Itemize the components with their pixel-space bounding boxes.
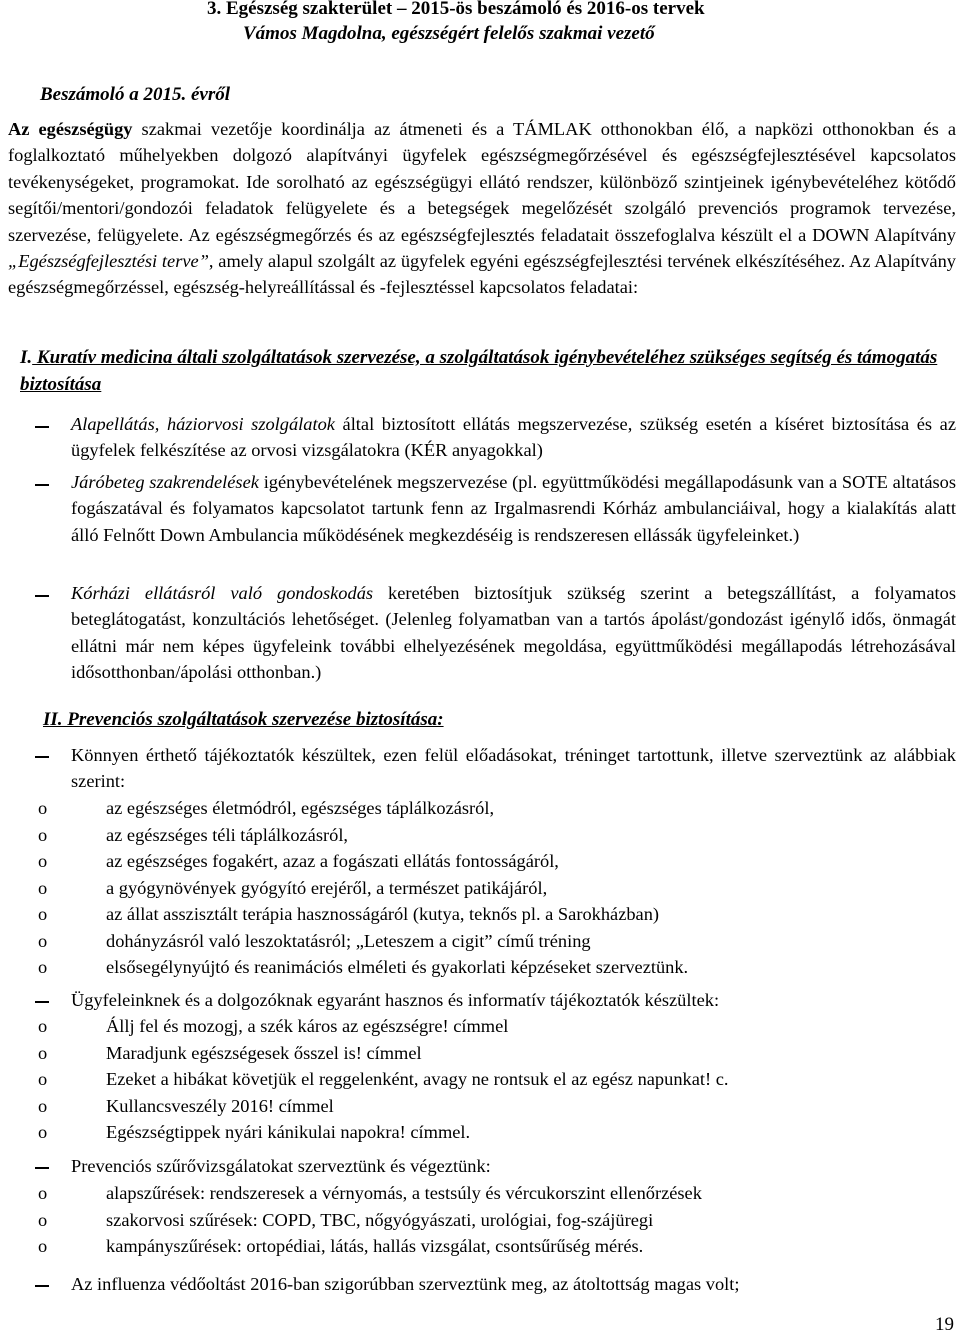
dash-bullet <box>35 484 49 486</box>
sub-item-text: alapszűrések: rendszeresek a vérnyomás, a testsúly és vércukorszint ellenőrzések <box>106 1183 702 1203</box>
dash-bullet <box>35 595 49 597</box>
circle-bullet-icon: o <box>38 851 48 871</box>
section-2-item <box>71 1153 956 1179</box>
item-italic: Alapellátás, háziorvosi szolgálatok <box>71 414 335 434</box>
circle-bullet-icon: o <box>38 824 48 845</box>
page-number: 19 <box>935 1314 954 1335</box>
section-2-heading: II. Prevenciós szolgáltatások szervezése biztosítása: <box>43 709 444 730</box>
sub-item-text: dohányzásról való leszoktatásról; „Leteszem a cigit” című tréning <box>106 930 591 951</box>
intro-text-2: , amely alapul szolgált az ügyfelek egyéni egészségfejlesztési tervének elkészítéséhez. Az Alapítvány egészségmegőrzéssel, egészség-helyreállítással és -fejlesztéssel kapcsolatos feladatai: <box>8 251 956 298</box>
circle-bullet-icon: o <box>38 1069 48 1089</box>
section-1-item <box>71 469 956 548</box>
item-text: igénybevételének megszervezése (pl. együttműködési megállapodásunk van a SOTE altatásos fogászatával és folyamatos kapcsolatot tartunk fenn az Irgalmasrendi Kórház ambulanciáival, hogy a kialakítás alatt álló Felnőtt Down Ambulancia működésének megkezdéséig is rendszeresen ellássák ügyfeleinket.) <box>71 472 956 545</box>
intro-text-1: szakmai vezetője koordinálja az átmeneti és a TÁMLAK otthonokban élő, a napközi otthonokban és a foglalkoztató műhelyekben dolgozó alapítványi ügyfelek egészségmegőrzésével és egészségfejlesztésével kapcsolatos tevékenységeket, programokat. Ide sorolható az egészségügyi ellátó rendszer, különböző szintjeinek igénybevételéhez kötődő segítői/mentori/gondozói feladatok felügyelete és a betegségek megelőzését szolgáló prevenciós programok tervezése, szervezése, felügyelete. Az egészségmegőrzés és az egészségfejlesztés feladatait összefoglalva készült el a DOWN Alapítvány <box>8 119 956 245</box>
dash-bullet <box>35 756 49 758</box>
circle-bullet-icon: o <box>38 798 48 818</box>
section-1-number: I. <box>20 347 33 368</box>
item-text: Könnyen érthető tájékoztatók készültek, ezen felül előadásokat, tréninget tartottunk, illetve szerveztünk az alábbiak szerint: <box>71 745 956 792</box>
sub-item-text: az egészséges fogakért, azaz a fogászati ellátás fontosságáról, <box>106 851 559 871</box>
circle-bullet-icon: o <box>38 1209 48 1230</box>
dash-bullet <box>35 1001 49 1003</box>
document-author: Vámos Magdolna, egészségért felelős szakmai vezető <box>243 23 655 44</box>
circle-bullet-icon: o <box>38 1016 48 1036</box>
section-1-item <box>71 580 956 686</box>
item-italic: Járóbeteg szakrendelések <box>71 472 259 492</box>
intro-doc-title: „Egészségfejlesztési terve” <box>8 251 209 272</box>
section-1-title: Kuratív medicina általi szolgáltatások szervezése, a szolgáltatások igénybevételéhez szükséges segítség és támogatás biztosítása <box>20 347 938 395</box>
sub-item-text: szakorvosi szűrések: COPD, TBC, nőgyógyászati, urológiai, fog-szájüregi <box>106 1209 654 1230</box>
dash-bullet <box>35 426 49 428</box>
dash-bullet <box>35 1167 49 1169</box>
intro-lead: Az egészségügy <box>8 119 133 139</box>
item-text: keretében biztosítjuk szükség szerint a betegszállítást, a folyamatos beteglátogatást, konzultációs lehetőséget. (Jelenleg folyamatban van a tartós ápolást/gondozást igénylő idős, önmagát ellátni már nem képes ügyfeleink további elhelyezésének megoldása, együttműködési megállapodás létrehozásával idősotthonban/ápolási otthonban.) <box>71 583 956 683</box>
report-heading: Beszámoló a 2015. évről <box>40 84 230 105</box>
circle-bullet-icon: o <box>38 1236 48 1256</box>
circle-bullet-icon: o <box>38 1183 48 1203</box>
sub-item-text: Kullancsveszély 2016! címmel <box>106 1095 334 1116</box>
sub-item-text: az egészséges téli táplálkozásról, <box>106 824 349 845</box>
item-text: által biztosított ellátás megszervezése, szükség esetén a kíséret biztosítása és az ügyfelek felkészítése az orvosi vizsgálatokra (KÉR anyagokkal) <box>71 414 956 461</box>
sub-item-text: a gyógynövények gyógyító erejéről, a természet patikájáról, <box>106 877 548 898</box>
item-text: Ügyfeleinknek és a dolgozóknak egyaránt hasznos és informatív tájékoztatók készültek: <box>71 990 720 1010</box>
sub-item-text: az egészséges életmódról, egészséges táplálkozásról, <box>106 798 495 818</box>
sub-item-text: Maradjunk egészségesek ősszel is! címmel <box>106 1042 422 1063</box>
section-2-item <box>71 742 956 795</box>
intro-paragraph <box>8 116 956 301</box>
circle-bullet-icon: o <box>38 877 48 898</box>
item-text: Az influenza védőoltást 2016-ban szigorúbban szerveztünk meg, az átoltottság magas volt; <box>71 1274 740 1294</box>
circle-bullet-icon: o <box>38 1042 48 1063</box>
circle-bullet-icon: o <box>38 904 48 924</box>
section-1-heading <box>20 345 950 398</box>
sub-item-text: elsősegélynyújtó és reanimációs elméleti és gyakorlati képzéseket szerveztünk. <box>106 957 689 977</box>
sub-item-text: kampányszűrések: ortopédiai, látás, hallás vizsgálat, csontsűrűség mérés. <box>106 1236 644 1256</box>
circle-bullet-icon: o <box>38 930 48 951</box>
document-title: 3. Egészség szakterület – 2015-ös beszámoló és 2016-os tervek <box>207 0 705 19</box>
sub-item-text: az állat asszisztált terápia hasznosságáról (kutya, teknős pl. a Sarokházban) <box>106 904 660 924</box>
section-1-item <box>71 411 956 464</box>
sub-item-text: Állj fel és mozogj, a szék káros az egészségre! címmel <box>106 1016 509 1036</box>
item-text: Prevenciós szűrővizsgálatokat szerveztünk és végeztünk: <box>71 1156 491 1176</box>
section-2-item <box>71 1271 956 1297</box>
circle-bullet-icon: o <box>38 1122 48 1142</box>
sub-item-text: Ezeket a hibákat követjük el reggelenként, avagy ne rontsuk el az egész napunkat! c. <box>106 1069 729 1089</box>
dash-bullet <box>35 1285 49 1287</box>
sub-item-text: Egészségtippek nyári kánikulai napokra! címmel. <box>106 1122 471 1142</box>
item-italic: Kórházi ellátásról való gondoskodás <box>71 583 374 603</box>
section-2-item <box>71 987 956 1013</box>
circle-bullet-icon: o <box>38 957 48 977</box>
circle-bullet-icon: o <box>38 1095 48 1116</box>
